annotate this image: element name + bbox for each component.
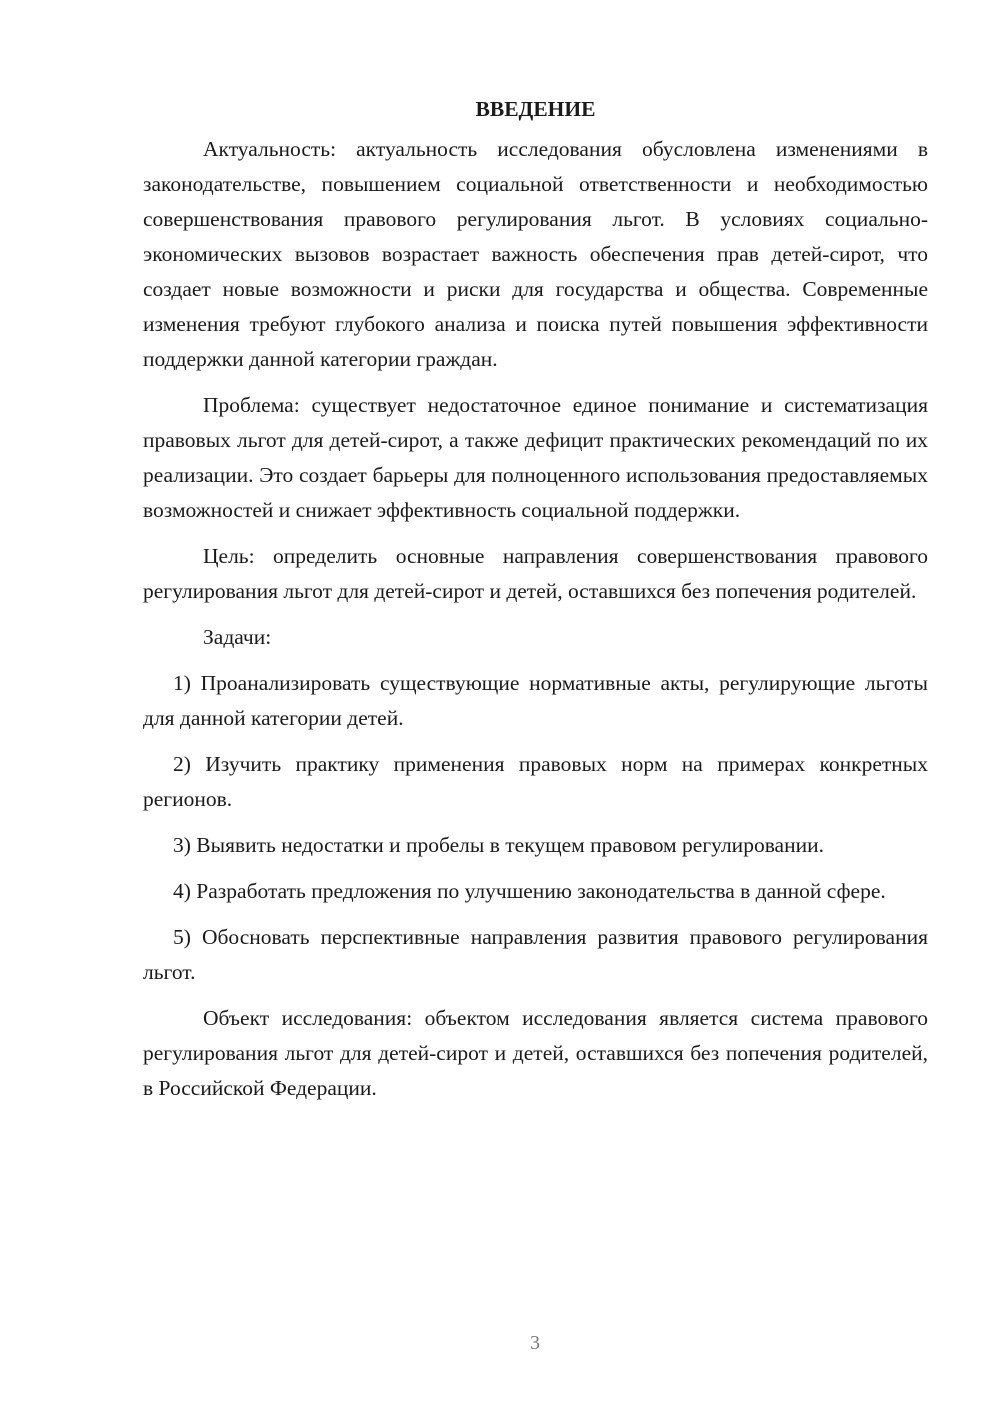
task-item: 2) Изучить практику применения правовых норм на примерах конкретных регионов. (143, 752, 928, 811)
section-title: ВВЕДЕНИЕ (475, 97, 596, 121)
goal-paragraph: Цель: определить основные направления совершенствования правового регулирования льгот для детей-сирот и детей, оставшихся без попечения родителей. (143, 544, 928, 603)
problem-paragraph: Проблема: существует недостаточное единое понимание и систематизация правовых льгот для детей-сирот, а также дефицит практических рекомендаций по их реализации. Это создает барьеры для полноценного использования предоставляемых возможностей и снижает эффективность социальной поддержки. (143, 393, 928, 522)
tasks-heading: Задачи: (203, 625, 272, 649)
object-paragraph: Объект исследования: объектом исследования является система правового регулирования льгот для детей-сирот и детей, оставшихся без попечения родителей, в Российской Федерации. (143, 1006, 928, 1100)
relevance-paragraph: Актуальность: актуальность исследования обусловлена изменениями в законодательстве, повышением социальной ответственности и необходимостью совершенствования правового регулирования льгот. В условиях социально-экономических вызовов возрастает важность обеспечения прав детей-сирот, что создает новые возможности и риски для государства и общества. Современные изменения требуют глубокого анализа и поиска путей повышения эффективности поддержки данной категории граждан. (143, 137, 928, 371)
page-number: 3 (530, 1332, 540, 1354)
task-item: 4) Разработать предложения по улучшению законодательства в данной сфере. (173, 879, 886, 903)
task-item: 3) Выявить недостатки и пробелы в текущем правовом регулировании. (173, 833, 824, 857)
task-item: 1) Проанализировать существующие нормативные акты, регулирующие льготы для данной категории детей. (143, 671, 928, 730)
task-item: 5) Обосновать перспективные направления развития правового регулирования льгот. (143, 925, 928, 984)
page-content (143, 92, 928, 1117)
